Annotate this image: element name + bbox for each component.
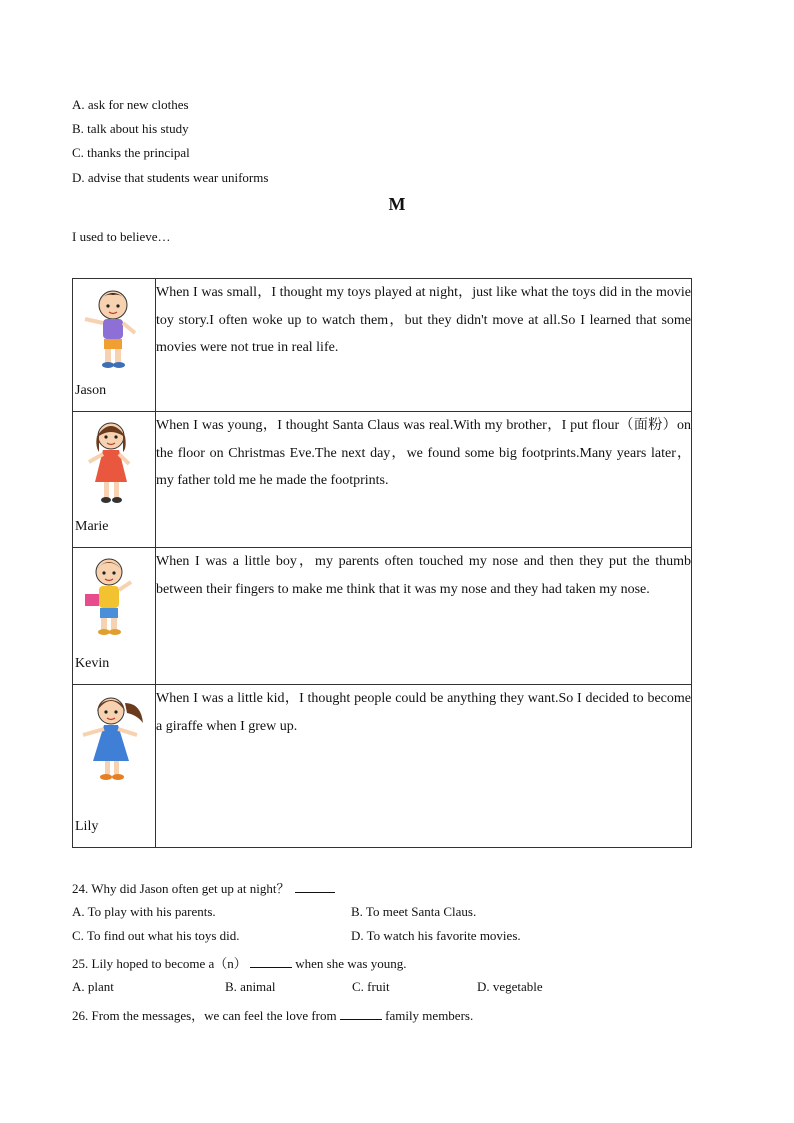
- story-row-marie: [73, 412, 692, 548]
- story-row-kevin: [73, 548, 692, 685]
- question-26: [72, 1005, 473, 1024]
- option-c: C. To find out what his toys did.: [72, 928, 240, 943]
- question-25-options: [72, 979, 692, 997]
- option-c: C. fruit: [352, 979, 390, 994]
- story-row-lily: [73, 685, 692, 848]
- question-24: [72, 878, 335, 897]
- student-name: Jason: [75, 383, 107, 398]
- question-26-stem-before: 26. From the messages，we can feel the love from: [72, 1008, 337, 1023]
- girl-in-dress-cartoon-icon: [77, 689, 155, 789]
- option-a: A. To play with his parents.: [72, 904, 216, 919]
- question-25-stem-after: when she was young.: [295, 956, 407, 971]
- prev-option-c: C. thanks the principal: [72, 145, 190, 160]
- section-title: M: [388, 194, 406, 214]
- boy-cartoon-icon: [77, 283, 147, 373]
- prev-option-a: A. ask for new clothes: [72, 97, 189, 112]
- option-b: B. animal: [225, 979, 276, 994]
- story-picture-cell: [73, 685, 156, 848]
- story-row-jason: [73, 279, 692, 412]
- question-26-stem-after: family members.: [385, 1008, 474, 1023]
- story-text: When I was small，I thought my toys played at night，just like what the toys did in the movie toy story.I often woke up to watch them，but they didn't move at all.So I learned that some movies were not true in real life.: [156, 279, 692, 412]
- question-24-options-row-2: [72, 928, 692, 946]
- answer-blank[interactable]: [295, 880, 335, 893]
- girl-cartoon-icon: [77, 416, 147, 508]
- answer-blank[interactable]: [250, 955, 292, 968]
- section-intro: I used to believe…: [72, 229, 171, 244]
- question-25: [72, 953, 406, 972]
- student-name: Lily: [75, 819, 99, 834]
- question-24-options-row-1: [72, 904, 692, 922]
- story-picture-cell: [73, 548, 156, 685]
- story-text: When I was a little boy，my parents often touched my nose and then they put the thumb between their fingers to make me think that it was my nose and they had taken my nose.: [156, 548, 692, 685]
- option-d: D. To watch his favorite movies.: [351, 928, 521, 943]
- question-25-stem-before: 25. Lily hoped to become a（n）: [72, 956, 247, 971]
- option-d: D. vegetable: [477, 979, 543, 994]
- option-b: B. To meet Santa Claus.: [351, 904, 477, 919]
- story-text: When I was a little kid，I thought people could be anything they want.So I decided to become a giraffe when I grew up.: [156, 685, 692, 848]
- stories-table: [72, 278, 692, 848]
- story-picture-cell: [73, 279, 156, 412]
- question-24-stem: 24. Why did Jason often get up at night？: [72, 881, 290, 896]
- prev-option-b: B. talk about his study: [72, 121, 189, 136]
- prev-option-d: D. advise that students wear uniforms: [72, 170, 269, 185]
- student-name: Kevin: [75, 656, 110, 671]
- student-name: Marie: [75, 519, 109, 534]
- boy-with-book-cartoon-icon: [77, 552, 147, 644]
- answer-blank[interactable]: [340, 1007, 382, 1020]
- story-text: When I was young，I thought Santa Claus was real.With my brother，I put flour（面粉）on the floor on Christmas Eve.The next day，we found some big footprints.Many years later，my father told me he made the footprints.: [156, 412, 692, 548]
- story-picture-cell: [73, 412, 156, 548]
- option-a: A. plant: [72, 979, 114, 994]
